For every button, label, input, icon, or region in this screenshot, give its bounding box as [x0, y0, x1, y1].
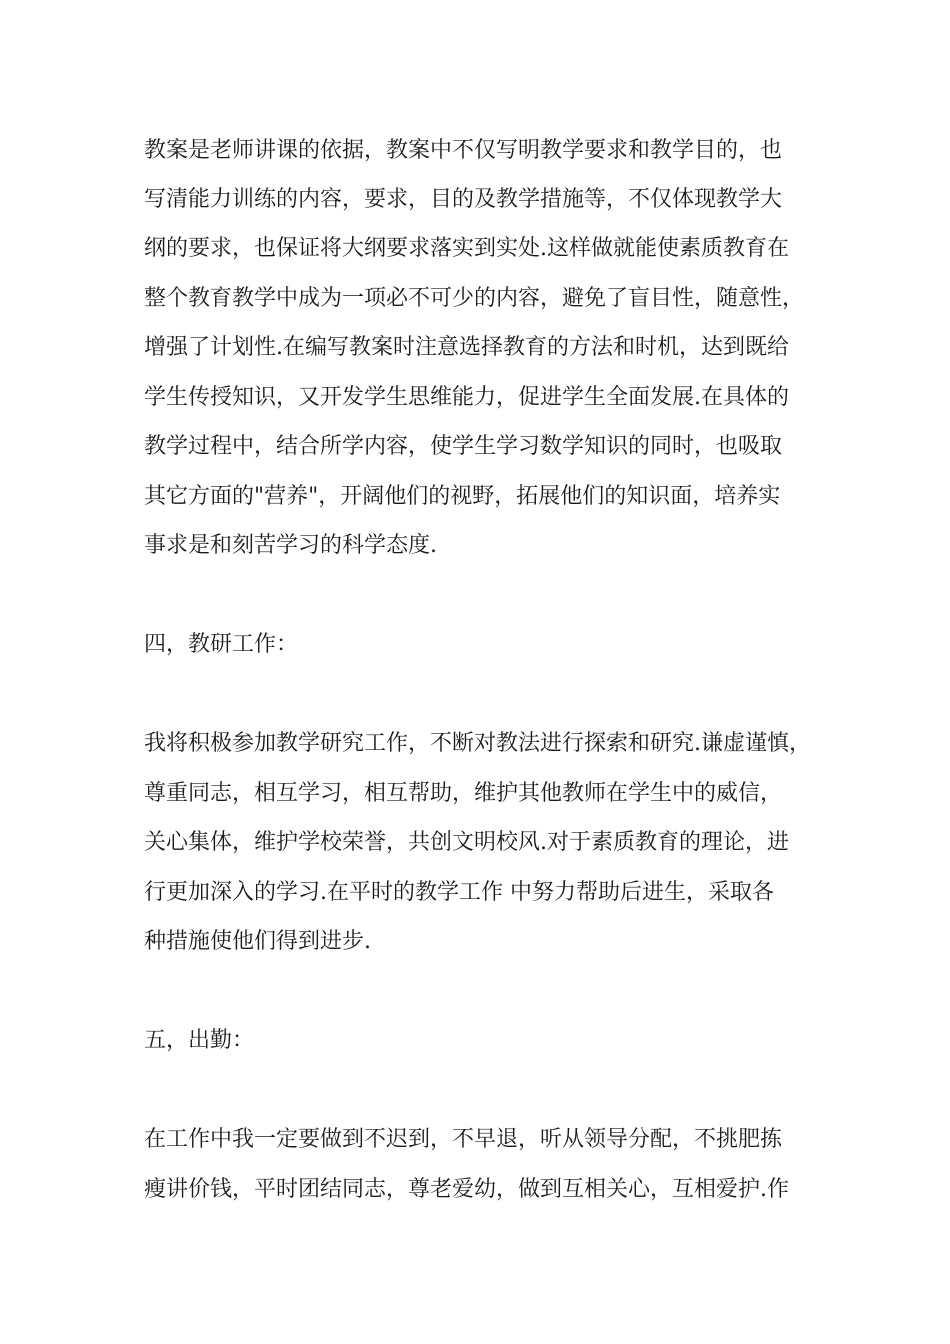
text-line: 写清能力训练的内容，要求，目的及教学措施等，不仅体现教学大: [144, 187, 783, 212]
text-line: 在工作中我一定要做到不迟到，不早退，听从领导分配，不挑肥拣: [144, 1127, 783, 1152]
section-heading-attendance: 五，出勤：: [144, 1028, 255, 1053]
text-line: 关心集体，维护学校荣誉，共创文明校风.对于素质教育的理论，进: [144, 830, 789, 855]
text-line: 行更加深入的学习.在平时的教学工作 中努力帮助后进生，采取各: [144, 880, 774, 905]
text-line: 增强了计划性.在编写教案时注意选择教育的方法和时机，达到既给: [144, 335, 789, 360]
text-line: 种措施使他们得到进步.: [144, 929, 371, 954]
section-heading-research: 四，教研工作：: [144, 632, 299, 657]
text-line: 教案是老师讲课的依据，教案中不仅写明教学要求和教学目的，也: [144, 138, 783, 163]
text-line: 其它方面的"营养"，开阔他们的视野，拓展他们的知识面，培养实: [144, 484, 781, 509]
text-line: 事求是和刻苦学习的科学态度.: [144, 533, 437, 558]
text-line: 瘦讲价钱，平时团结同志，尊老爱幼，做到互相关心，互相爱护.作: [144, 1177, 789, 1202]
text-line: 整个教育教学中成为一项必不可少的内容，避免了盲目性，随意性，: [144, 286, 805, 311]
text-line: 我将积极参加教学研究工作，不断对教法进行探索和研究.谦虚谨慎，: [144, 731, 811, 756]
text-line: 教学过程中，结合所学内容，使学生学习数学知识的同时，也吸取: [144, 434, 783, 459]
text-line: 纲的要求，也保证将大纲要求落实到实处.这样做就能使素质教育在: [144, 236, 789, 261]
text-line: 尊重同志，相互学习，相互帮助，维护其他教师在学生中的威信，: [144, 781, 783, 806]
text-line: 学生传授知识，又开发学生思维能力，促进学生全面发展.在具体的: [144, 385, 789, 410]
